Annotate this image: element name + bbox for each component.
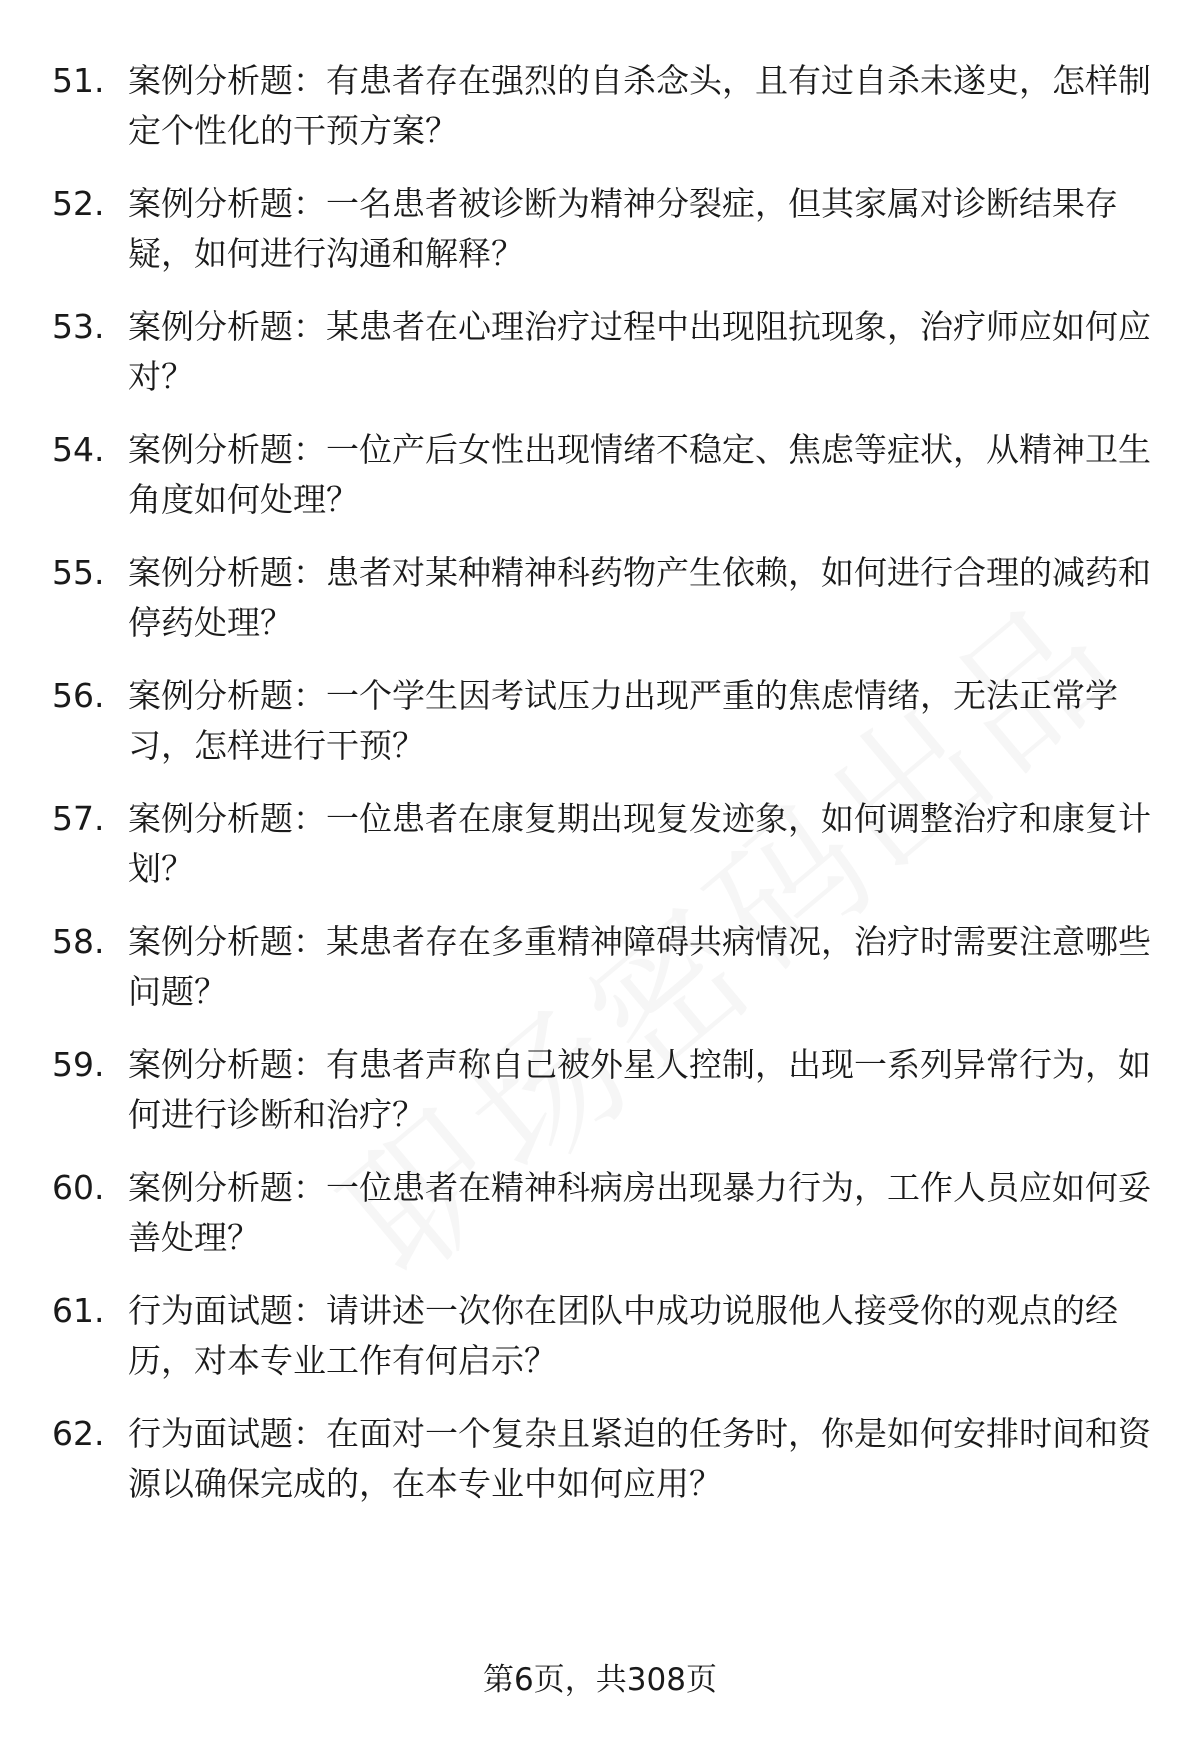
question-item bbox=[52, 425, 1152, 525]
question-text: 案例分析题：一位患者在康复期出现复发迹象，如何调整治疗和康复计划？ bbox=[128, 799, 1151, 888]
question-item bbox=[52, 1040, 1152, 1140]
question-text: 案例分析题：患者对某种精神科药物产生依赖，如何进行合理的减药和停药处理？ bbox=[128, 553, 1151, 642]
question-number: 55. bbox=[52, 553, 105, 592]
question-number: 62. bbox=[52, 1414, 105, 1453]
question-item bbox=[52, 1286, 1152, 1386]
question-text: 案例分析题：有患者声称自己被外星人控制，出现一系列异常行为，如何进行诊断和治疗？ bbox=[128, 1045, 1151, 1134]
question-text: 案例分析题：一个学生因考试压力出现严重的焦虑情绪，无法正常学习，怎样进行干预？ bbox=[128, 676, 1118, 765]
question-number: 60. bbox=[52, 1168, 105, 1207]
question-text: 案例分析题：一位患者在精神科病房出现暴力行为，工作人员应如何妥善处理？ bbox=[128, 1168, 1151, 1257]
question-list bbox=[52, 56, 1152, 1532]
question-item bbox=[52, 548, 1152, 648]
question-number: 61. bbox=[52, 1291, 105, 1330]
page-footer: 第6页，共308页 bbox=[483, 1662, 717, 1698]
question-text: 案例分析题：一名患者被诊断为精神分裂症，但其家属对诊断结果存疑，如何进行沟通和解释？ bbox=[128, 184, 1118, 273]
question-item bbox=[52, 671, 1152, 771]
question-text: 案例分析题：某患者存在多重精神障碍共病情况，治疗时需要注意哪些问题？ bbox=[128, 922, 1151, 1011]
question-number: 59. bbox=[52, 1045, 105, 1084]
question-number: 57. bbox=[52, 799, 105, 838]
question-text: 行为面试题：在面对一个复杂且紧迫的任务时，你是如何安排时间和资源以确保完成的，在本专业中如何应用？ bbox=[128, 1414, 1151, 1503]
question-item bbox=[52, 179, 1152, 279]
question-item bbox=[52, 1163, 1152, 1263]
question-item bbox=[52, 794, 1152, 894]
question-item bbox=[52, 917, 1152, 1017]
question-number: 51. bbox=[52, 61, 105, 100]
question-number: 54. bbox=[52, 430, 105, 469]
question-number: 58. bbox=[52, 922, 105, 961]
question-item bbox=[52, 56, 1152, 156]
question-text: 案例分析题：有患者存在强烈的自杀念头，且有过自杀未遂史，怎样制定个性化的干预方案？ bbox=[128, 61, 1151, 150]
question-number: 52. bbox=[52, 184, 105, 223]
question-item bbox=[52, 302, 1152, 402]
question-item bbox=[52, 1409, 1152, 1509]
question-text: 案例分析题：一位产后女性出现情绪不稳定、焦虑等症状，从精神卫生角度如何处理？ bbox=[128, 430, 1151, 519]
question-text: 行为面试题：请讲述一次你在团队中成功说服他人接受你的观点的经历，对本专业工作有何启示？ bbox=[128, 1291, 1118, 1380]
question-number: 53. bbox=[52, 307, 105, 346]
question-number: 56. bbox=[52, 676, 105, 715]
question-text: 案例分析题：某患者在心理治疗过程中出现阻抗现象，治疗师应如何应对？ bbox=[128, 307, 1151, 396]
